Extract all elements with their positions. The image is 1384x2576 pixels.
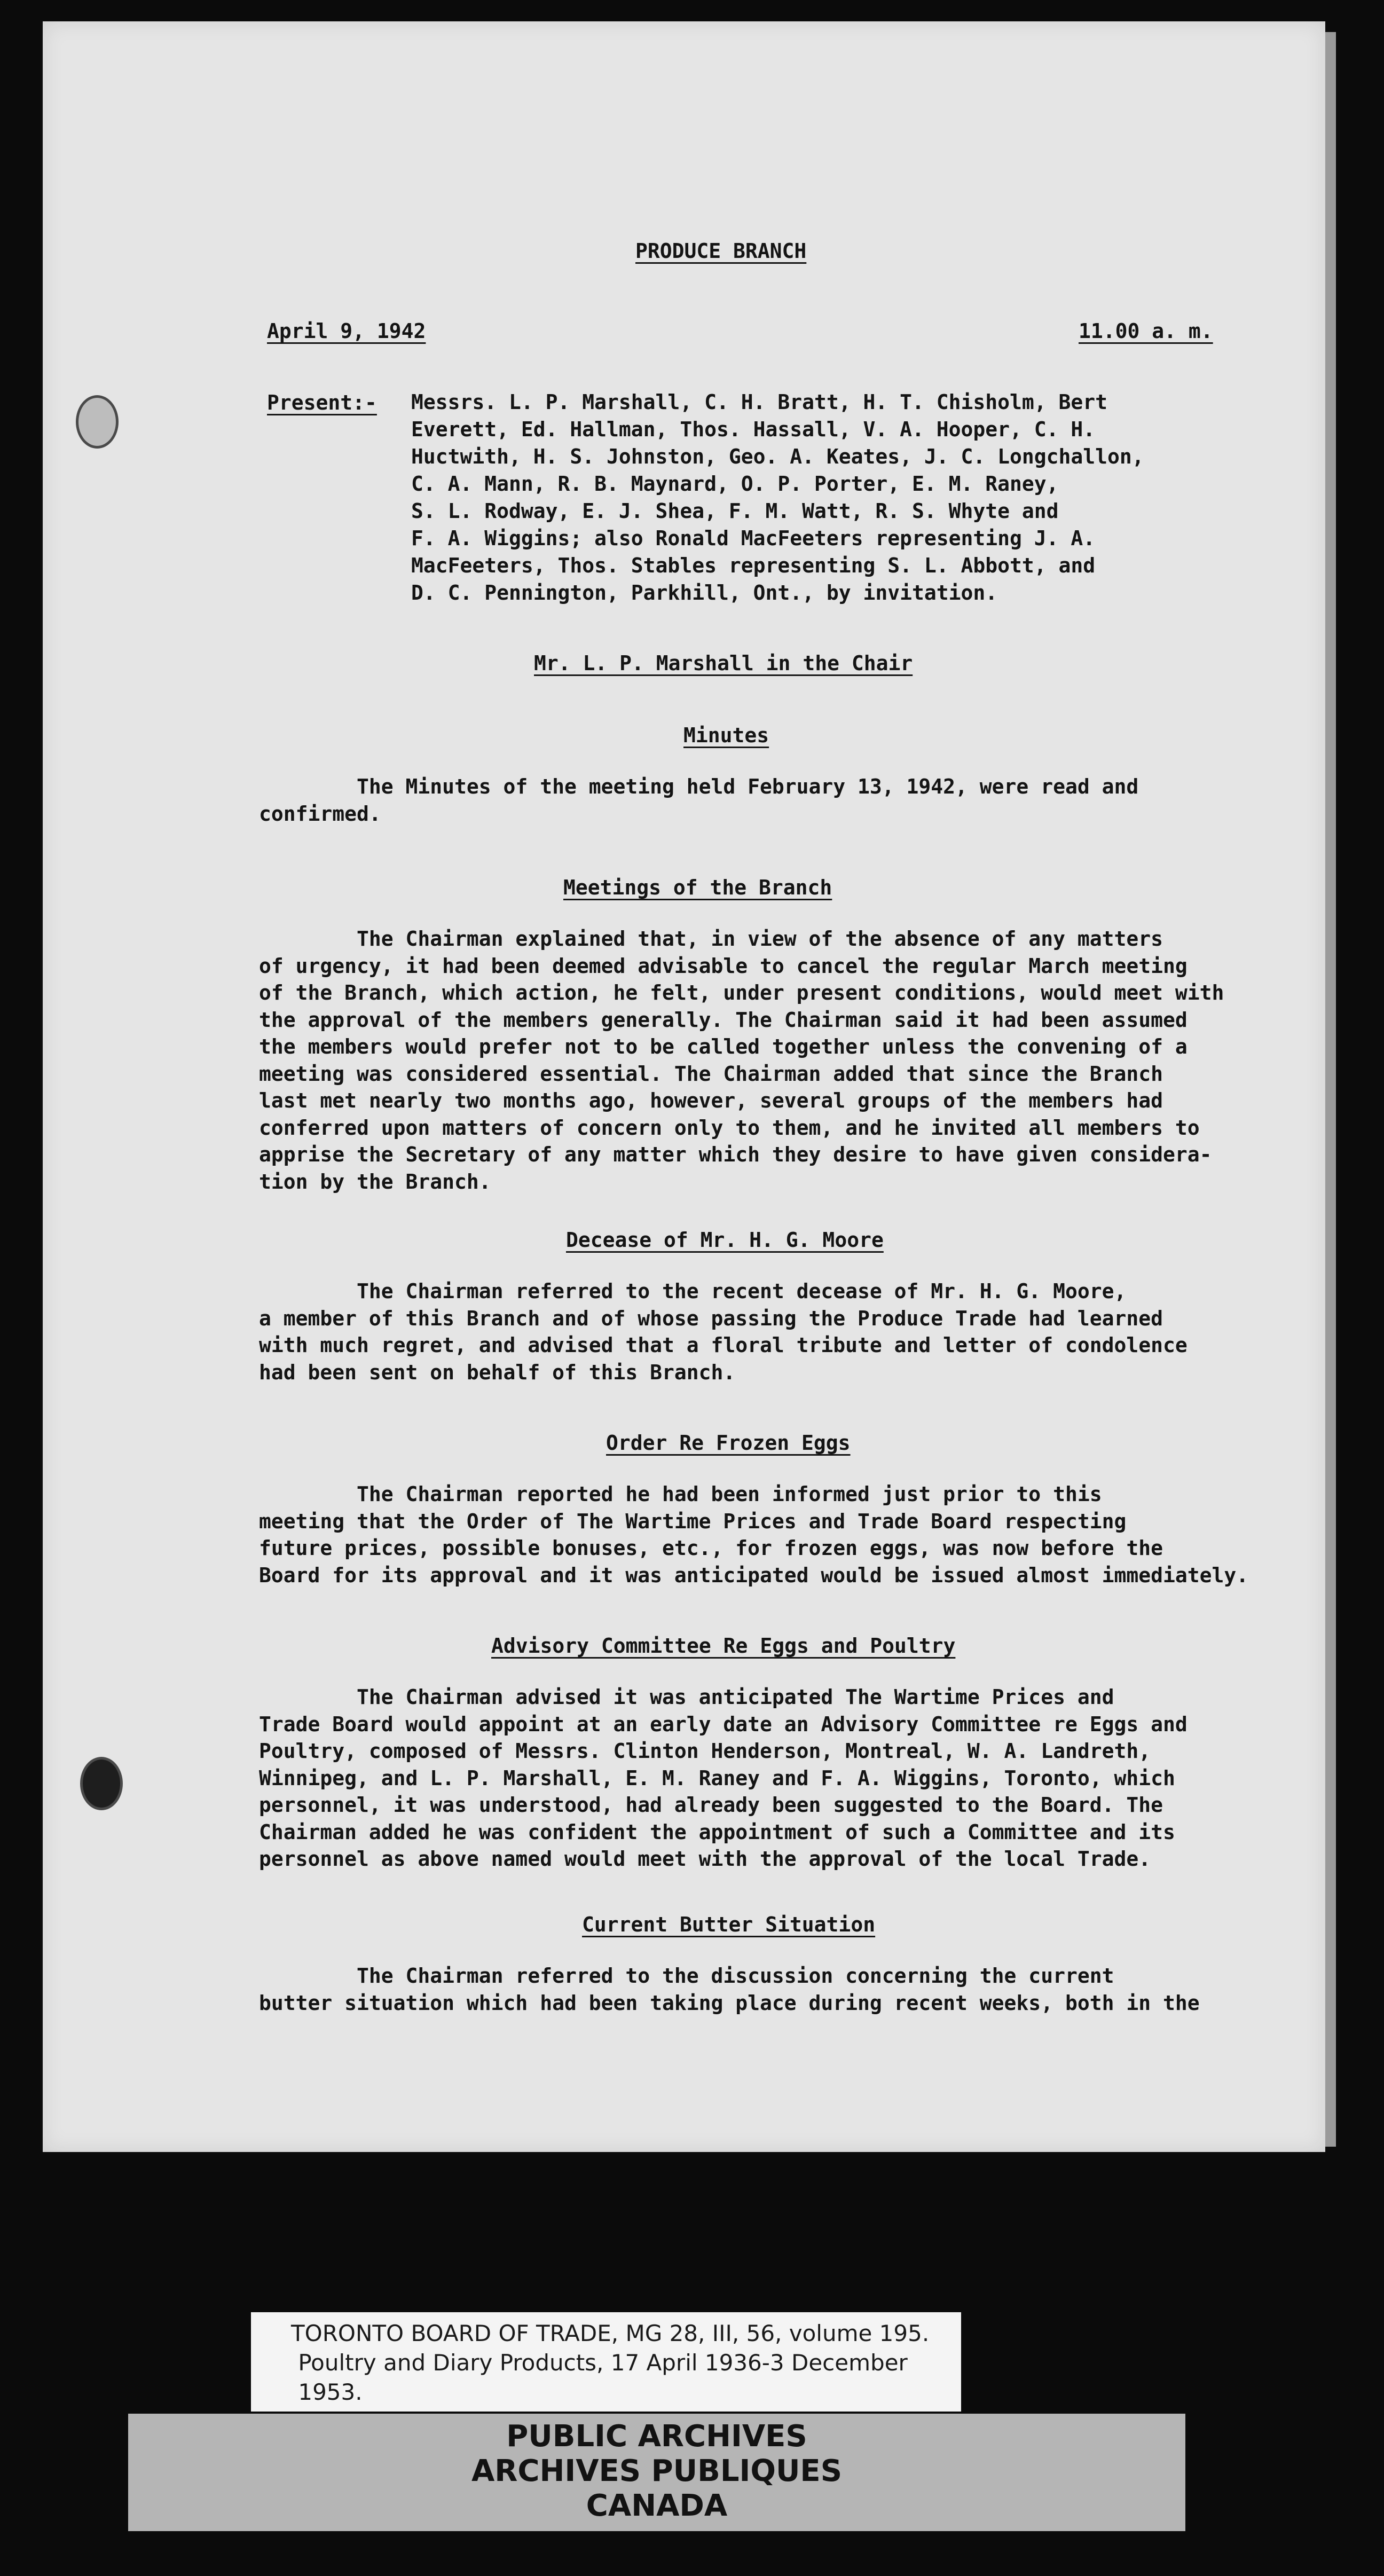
body-line: personnel as above named would meet with the approval of the local Trade. <box>259 1847 1151 1871</box>
body-line: future prices, possible bonuses, etc., for frozen eggs, was now before the <box>259 1536 1163 1560</box>
section-body-meetings <box>259 925 1273 1195</box>
body-line: The Chairman referred to the discussion concerning the current <box>259 1964 1114 1988</box>
body-line: of urgency, it had been deemed advisable to cancel the regular March meeting <box>259 954 1188 978</box>
section-heading-meetings: Meetings of the Branch <box>563 876 832 899</box>
stamp-line-archives-publiques: ARCHIVES PUBLIQUES <box>471 2454 843 2488</box>
present-line: MacFeeters, Thos. Stables representing S. L. Abbott, and <box>411 554 1096 577</box>
present-line: Messrs. L. P. Marshall, C. H. Bratt, H. T. Chisholm, Bert <box>411 390 1108 414</box>
present-line: D. C. Pennington, Parkhill, Ont., by invitation. <box>411 581 998 604</box>
punch-hole-top <box>76 395 119 449</box>
body-line: last met nearly two months ago, however, several groups of the members had <box>259 1089 1163 1112</box>
stamp-line-public-archives: PUBLIC ARCHIVES <box>506 2419 807 2454</box>
present-line: Everett, Ed. Hallman, Thos. Hassall, V. A. Hooper, C. H. <box>411 418 1096 441</box>
body-line: Poultry, composed of Messrs. Clinton Henderson, Montreal, W. A. Landreth, <box>259 1739 1151 1763</box>
section-body-minutes <box>259 773 1273 827</box>
body-line: the approval of the members generally. The Chairman said it had been assumed <box>259 1008 1188 1032</box>
body-line: tion by the Branch. <box>259 1169 491 1193</box>
body-line: butter situation which had been taking place during recent weeks, both in the <box>259 1991 1200 2015</box>
body-line: personnel, it was understood, had already been suggested to the Board. The <box>259 1793 1163 1817</box>
section-body-butter <box>259 1962 1273 2016</box>
body-line: confirmed. <box>259 802 381 826</box>
body-line: The Minutes of the meeting held February 13, 1942, were read and <box>259 775 1139 798</box>
section-heading-butter: Current Butter Situation <box>582 1913 876 1936</box>
present-list <box>411 389 1384 607</box>
document-title: PRODUCE BRANCH <box>635 239 807 263</box>
section-body-decease <box>259 1278 1273 1386</box>
body-line: meeting that the Order of The Wartime Prices and Trade Board respecting <box>259 1509 1127 1533</box>
present-line: F. A. Wiggins; also Ronald MacFeeters representing J. A. <box>411 527 1096 550</box>
body-line: Chairman added he was confident the appointment of such a Committee and its <box>259 1820 1175 1844</box>
section-body-advisory-committee <box>259 1684 1273 1873</box>
stamp-line-canada: CANADA <box>586 2488 728 2523</box>
present-line: S. L. Rodway, E. J. Shea, F. M. Watt, R. S. Whyte and <box>411 499 1059 523</box>
body-line: had been sent on behalf of this Branch. <box>259 1360 736 1384</box>
chair-heading: Mr. L. P. Marshall in the Chair <box>534 651 913 675</box>
body-line: of the Branch, which action, he felt, under present conditions, would meet with <box>259 981 1224 1004</box>
section-heading-frozen-eggs: Order Re Frozen Eggs <box>606 1431 851 1455</box>
present-label: Present:- <box>267 391 377 414</box>
present-line: C. A. Mann, R. B. Maynard, O. P. Porter, E. M. Raney, <box>411 472 1059 496</box>
body-line: The Chairman referred to the recent decease of Mr. H. G. Moore, <box>259 1279 1127 1303</box>
archive-label-line: TORONTO BOARD OF TRADE, MG 28, III, 56, volume 195. <box>291 2320 930 2346</box>
body-line: the members would prefer not to be called together unless the convening of a <box>259 1035 1188 1058</box>
page-edge-shadow <box>1325 32 1336 2147</box>
body-line: apprise the Secretary of any matter which they desire to have given considera- <box>259 1143 1212 1166</box>
body-line: meeting was considered essential. The Chairman added that since the Branch <box>259 1062 1163 1086</box>
section-heading-decease: Decease of Mr. H. G. Moore <box>566 1228 884 1252</box>
body-line: Trade Board would appoint at an early date an Advisory Committee re Eggs and <box>259 1712 1188 1736</box>
body-line: The Chairman advised it was anticipated The Wartime Prices and <box>259 1685 1114 1709</box>
body-line: a member of this Branch and of whose passing the Produce Trade had learned <box>259 1306 1163 1330</box>
meeting-time: 11.00 a. m. <box>1079 319 1213 343</box>
body-line: Winnipeg, and L. P. Marshall, E. M. Raney and F. A. Wiggins, Toronto, which <box>259 1766 1175 1790</box>
body-line: with much regret, and advised that a floral tribute and letter of condolence <box>259 1333 1188 1357</box>
body-line: conferred upon matters of concern only to them, and he invited all members to <box>259 1116 1200 1140</box>
body-line: The Chairman explained that, in view of the absence of any matters <box>259 927 1163 951</box>
section-heading-advisory-committee: Advisory Committee Re Eggs and Poultry <box>491 1634 956 1658</box>
punch-hole-bottom <box>80 1757 123 1810</box>
meeting-date: April 9, 1942 <box>267 319 426 343</box>
body-line: The Chairman reported he had been informed just prior to this <box>259 1482 1102 1506</box>
archive-label-line: Poultry and Diary Products, 17 April 1936-3 December <box>291 2350 908 2376</box>
present-line: Huctwith, H. S. Johnston, Geo. A. Keates, J. C. Longchallon, <box>411 445 1144 468</box>
section-body-frozen-eggs <box>259 1481 1273 1589</box>
section-heading-minutes: Minutes <box>683 724 769 747</box>
body-line: Board for its approval and it was anticipated would be issued almost immediately. <box>259 1563 1249 1587</box>
archive-label-line: 1953. <box>291 2379 363 2405</box>
